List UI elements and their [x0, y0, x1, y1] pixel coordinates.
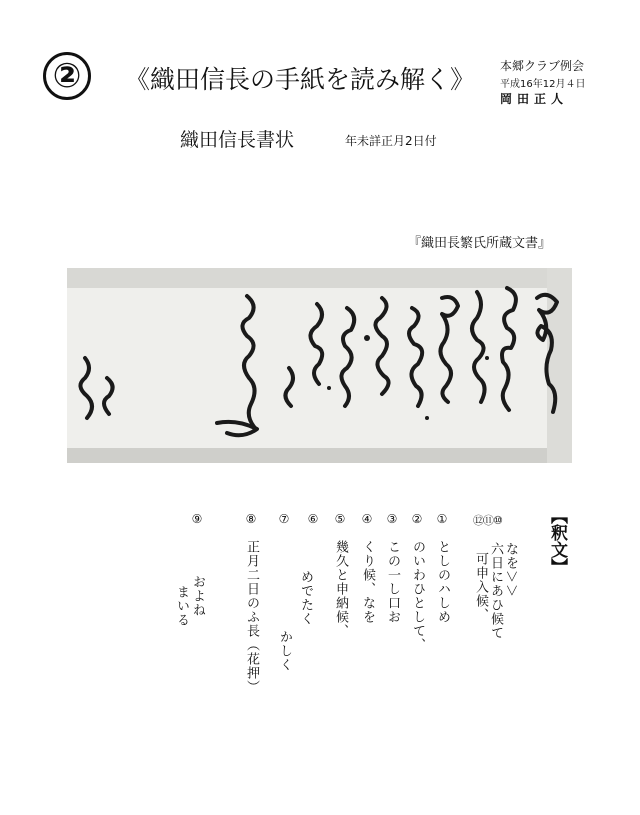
- club-name: 本郷クラブ例会: [500, 59, 585, 73]
- column-number: ⑨: [191, 512, 203, 526]
- section-number: ②: [43, 52, 91, 100]
- column-text: 可申入候、: [473, 552, 488, 622]
- column-text: なを＞＞: [503, 542, 518, 599]
- column-text: のいわひとして、: [410, 540, 425, 652]
- column-text: およね: [190, 575, 205, 617]
- column-text: この一し口お: [385, 540, 400, 624]
- page-title: 《織田信長の手紙を読み解く》: [125, 65, 476, 94]
- column-text: としのハしめ: [435, 540, 450, 624]
- column-number: ⑥: [307, 512, 319, 526]
- column-text: 正月二日のふ長（花押）: [244, 540, 259, 694]
- column-text: めでたく: [298, 570, 313, 626]
- column-number: ③: [386, 512, 398, 526]
- author-name: 岡田正人: [500, 92, 569, 106]
- column-text: まいる: [174, 585, 189, 627]
- column-number: ⑫⑪⑩: [473, 514, 502, 527]
- column-number: ⑧: [245, 512, 257, 526]
- document-subtitle: 織田信長書状: [180, 129, 295, 151]
- column-number: ①: [436, 512, 448, 526]
- shakumon-label: 【釈文】: [547, 507, 567, 575]
- column-number: ⑦: [278, 512, 290, 526]
- meeting-date: 平成16年12月４日: [500, 79, 586, 90]
- column-text: くり候、なを: [360, 540, 375, 624]
- date-note: 年未詳正月2日付: [345, 134, 437, 148]
- source-citation: 『織田長繁氏所蔵文書』: [408, 236, 552, 251]
- calligraphy-strokes: [67, 268, 572, 463]
- column-text: 六日にあひ候て: [488, 542, 503, 640]
- column-text: かしく: [277, 630, 292, 672]
- column-text: 幾久と申納候、: [333, 540, 348, 638]
- letter-image: [67, 268, 572, 463]
- column-number: ②: [411, 512, 423, 526]
- column-number: ⑤: [334, 512, 346, 526]
- column-number: ④: [361, 512, 373, 526]
